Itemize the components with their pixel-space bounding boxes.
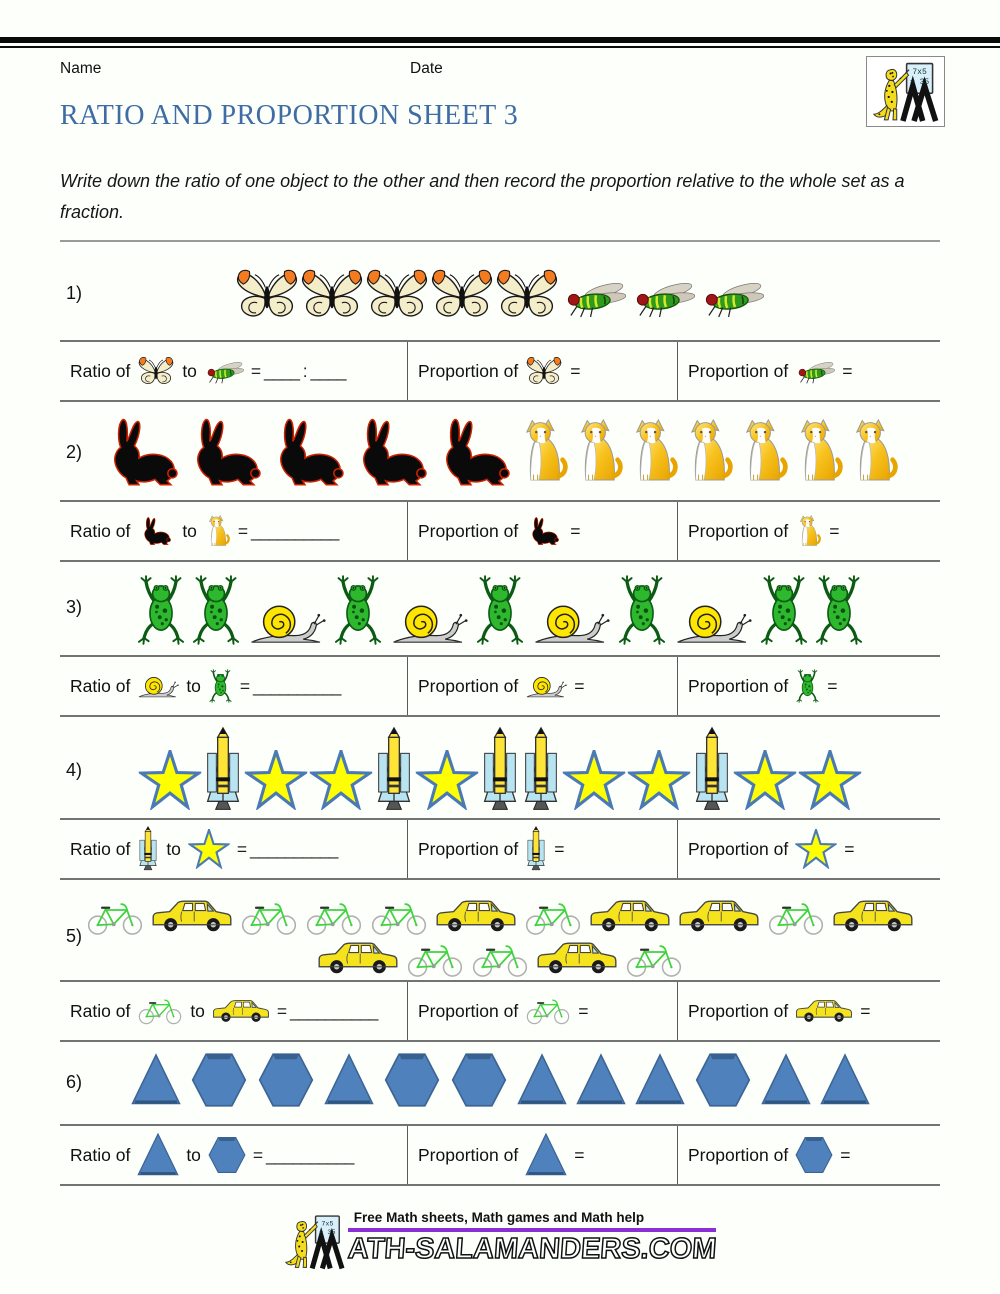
triangle-icon <box>525 1132 567 1178</box>
equals-sign: = <box>827 675 838 696</box>
ratio-cell <box>60 502 407 560</box>
bike-icon <box>370 900 428 936</box>
cat-icon <box>571 412 625 490</box>
car-icon <box>536 938 618 978</box>
fly-icon <box>562 276 626 320</box>
name-label: Name <box>60 60 102 77</box>
proportion-a-cell <box>407 1126 677 1184</box>
cat-icon <box>846 412 900 490</box>
ratio-answer-blank: = __________ <box>252 1144 354 1165</box>
triangle-icon <box>761 1052 811 1108</box>
proportion-label: Proportion of <box>418 1000 519 1021</box>
frog-icon <box>813 572 865 648</box>
ratio-answer-blank: = __________ <box>236 838 338 859</box>
footer-text-block <box>348 1206 716 1266</box>
ratio-to-label: to <box>190 1000 205 1021</box>
ratio-answer-blank: = __________ <box>239 675 341 696</box>
ratio-label: Ratio of <box>70 838 131 859</box>
bike-icon <box>305 900 363 936</box>
ratio-label: Ratio of <box>70 1144 131 1165</box>
proportion-a-cell <box>407 342 677 400</box>
equals-sign: = <box>570 520 581 541</box>
question-2-number: 2) <box>66 442 83 462</box>
ratio-answer-blank: = __________ <box>276 1000 378 1021</box>
triangle-icon <box>820 1052 870 1108</box>
car-icon <box>151 896 233 936</box>
ratio-to-label: to <box>182 360 197 381</box>
car-icon <box>212 997 270 1025</box>
star-icon <box>244 750 308 810</box>
snail-icon <box>532 598 610 648</box>
car-icon <box>589 896 671 936</box>
frog-icon <box>190 572 242 648</box>
ratio-label: Ratio of <box>70 675 131 696</box>
question-4-object-strip <box>60 724 940 814</box>
ratio-cell <box>60 982 407 1040</box>
ratio-cell <box>60 820 407 878</box>
ratio-label: Ratio of <box>70 360 131 381</box>
car-icon <box>678 896 760 936</box>
proportion-b-cell <box>677 982 940 1040</box>
salamander-logo-icon <box>872 61 940 123</box>
question-4-answer-table <box>60 818 940 880</box>
question-6-object-strip <box>60 1050 940 1108</box>
butterfly-icon <box>494 266 560 322</box>
star-icon <box>138 750 202 810</box>
rocket-icon <box>525 826 547 872</box>
bike-icon <box>86 900 144 936</box>
cat-icon <box>626 412 680 490</box>
butterfly-icon <box>525 355 563 387</box>
proportion-b-cell <box>677 342 940 400</box>
proportion-b-cell <box>677 502 940 560</box>
hexagon-icon <box>208 1135 246 1175</box>
instructions: Write down the ratio of one object to the other and then record the proportion relative to the whole set as a fraction. <box>60 171 905 222</box>
ratio-label: Ratio of <box>70 1000 131 1021</box>
bike-icon <box>471 942 529 978</box>
question-3-number: 3) <box>66 597 83 617</box>
hexagon-icon <box>795 1135 833 1175</box>
frog-icon <box>135 572 187 648</box>
ratio-cell <box>60 1126 407 1184</box>
footer-salamander-logo-icon <box>284 1210 346 1274</box>
rocket-icon <box>137 826 159 872</box>
rabbit-icon <box>428 414 520 490</box>
question-1-number: 1) <box>66 283 83 303</box>
question-2-answer-table <box>60 500 940 562</box>
bike-icon <box>524 900 582 936</box>
frog-icon <box>332 572 384 648</box>
cat-icon <box>795 512 822 550</box>
fly-icon <box>204 358 244 385</box>
frog-icon <box>616 572 668 648</box>
ratio-answer-blank: = __________ <box>237 520 339 541</box>
rocket-icon <box>692 726 732 814</box>
ratio-answer-blank: = ____ : ____ <box>250 360 346 381</box>
car-icon <box>832 896 914 936</box>
bike-icon <box>525 997 571 1025</box>
rocket-icon <box>521 726 561 814</box>
math-salamanders-logo <box>866 56 945 127</box>
footer-logo-board-line1: 7x5 <box>321 1220 334 1229</box>
proportion-b-cell <box>677 1126 940 1184</box>
question-5-object-strip-line1 <box>60 896 940 936</box>
rabbit-icon <box>137 515 175 547</box>
rabbit-icon <box>179 414 271 490</box>
frog-icon <box>474 572 526 648</box>
hexagon-icon <box>257 1052 315 1108</box>
butterfly-icon <box>299 266 365 322</box>
frog-icon <box>795 668 820 704</box>
triangle-icon <box>131 1052 181 1108</box>
footer-tagline: Free Math sheets, Math games and Math help <box>353 1210 645 1225</box>
proportion-label: Proportion of <box>688 360 789 381</box>
top-rule-thin <box>0 46 1000 48</box>
footer-brand <box>0 1206 1000 1274</box>
question-3-object-strip <box>60 568 940 648</box>
star-icon <box>733 750 797 810</box>
proportion-label: Proportion of <box>688 1144 789 1165</box>
car-icon <box>317 938 399 978</box>
rabbit-icon <box>525 515 563 547</box>
car-icon <box>795 997 853 1025</box>
fly-icon <box>700 276 764 320</box>
equals-sign: = <box>554 838 565 859</box>
footer-site-wordmark: ATH-SALAMANDERS.COM <box>346 1233 718 1265</box>
footer-purple-rule <box>348 1228 716 1232</box>
bike-icon <box>137 997 183 1025</box>
snail-icon <box>525 673 567 700</box>
frog-icon <box>758 572 810 648</box>
equals-sign: = <box>570 360 581 381</box>
cat-icon <box>681 412 735 490</box>
bike-icon <box>625 942 683 978</box>
equals-sign: = <box>574 1144 585 1165</box>
equals-sign: = <box>578 1000 589 1021</box>
proportion-a-cell <box>407 657 677 715</box>
cat-icon <box>516 412 570 490</box>
star-icon <box>795 829 837 869</box>
question-5-object-strip-line2 <box>60 938 940 978</box>
equals-sign: = <box>574 675 585 696</box>
question-1-answer-table <box>60 340 940 402</box>
question-6-number: 6) <box>66 1072 83 1092</box>
cat-icon <box>791 412 845 490</box>
page-title: RATIO AND PROPORTION SHEET 3 <box>60 100 519 131</box>
proportion-label: Proportion of <box>418 360 519 381</box>
bike-icon <box>406 942 464 978</box>
ratio-label: Ratio of <box>70 520 131 541</box>
star-icon <box>562 750 626 810</box>
snail-icon <box>390 598 468 648</box>
rocket-icon <box>203 726 243 814</box>
equals-sign: = <box>842 360 853 381</box>
hexagon-icon <box>190 1052 248 1108</box>
equals-sign: = <box>840 1144 851 1165</box>
snail-icon <box>248 598 326 648</box>
logo-board-line1: 7x5 <box>911 67 927 77</box>
fly-icon <box>631 276 695 320</box>
question-1-object-strip <box>60 262 940 322</box>
section-divider <box>60 240 940 242</box>
rocket-icon <box>480 726 520 814</box>
ratio-to-label: to <box>166 838 181 859</box>
question-6-answer-table <box>60 1124 940 1186</box>
triangle-icon <box>635 1052 685 1108</box>
star-icon <box>188 829 230 869</box>
proportion-label: Proportion of <box>418 838 519 859</box>
car-icon <box>435 896 517 936</box>
footer-logo-board-line2: = 35 <box>319 1229 336 1238</box>
equals-sign: = <box>844 838 855 859</box>
butterfly-icon <box>364 266 430 322</box>
rabbit-icon <box>345 414 437 490</box>
equals-sign: = <box>829 520 840 541</box>
bike-icon <box>240 900 298 936</box>
date-label: Date <box>410 60 443 77</box>
star-icon <box>798 750 862 810</box>
question-4-number: 4) <box>66 760 83 780</box>
butterfly-icon <box>137 355 175 387</box>
question-3-answer-table <box>60 655 940 717</box>
rocket-icon <box>374 726 414 814</box>
proportion-a-cell <box>407 820 677 878</box>
snail-icon <box>674 598 752 648</box>
proportion-b-cell <box>677 820 940 878</box>
proportion-label: Proportion of <box>418 520 519 541</box>
proportion-label: Proportion of <box>688 838 789 859</box>
rabbit-icon <box>96 414 188 490</box>
proportion-label: Proportion of <box>418 675 519 696</box>
equals-sign: = <box>860 1000 871 1021</box>
cat-icon <box>736 412 790 490</box>
ratio-to-label: to <box>186 675 201 696</box>
hexagon-icon <box>450 1052 508 1108</box>
proportion-label: Proportion of <box>688 1000 789 1021</box>
ratio-cell <box>60 657 407 715</box>
question-5-number: 5) <box>66 926 83 946</box>
cat-icon <box>204 512 231 550</box>
hexagon-icon <box>694 1052 752 1108</box>
proportion-b-cell <box>677 657 940 715</box>
hexagon-icon <box>383 1052 441 1108</box>
triangle-icon <box>576 1052 626 1108</box>
butterfly-icon <box>429 266 495 322</box>
triangle-icon <box>517 1052 567 1108</box>
snail-icon <box>137 673 179 700</box>
proportion-a-cell <box>407 502 677 560</box>
top-rule-thick <box>0 37 1000 43</box>
star-icon <box>627 750 691 810</box>
ratio-to-label: to <box>186 1144 201 1165</box>
logo-board-line2: = 35 <box>909 77 929 87</box>
triangle-icon <box>137 1132 179 1178</box>
proportion-a-cell <box>407 982 677 1040</box>
bike-icon <box>767 900 825 936</box>
frog-icon <box>208 668 233 704</box>
ratio-to-label: to <box>182 520 197 541</box>
triangle-icon <box>324 1052 374 1108</box>
question-2-object-strip <box>60 410 940 490</box>
star-icon <box>309 750 373 810</box>
ratio-cell <box>60 342 407 400</box>
question-5-answer-table <box>60 980 940 1042</box>
fly-icon <box>795 358 835 385</box>
star-icon <box>415 750 479 810</box>
butterfly-icon <box>234 266 300 322</box>
proportion-label: Proportion of <box>688 675 789 696</box>
proportion-label: Proportion of <box>418 1144 519 1165</box>
rabbit-icon <box>262 414 354 490</box>
proportion-label: Proportion of <box>688 520 789 541</box>
